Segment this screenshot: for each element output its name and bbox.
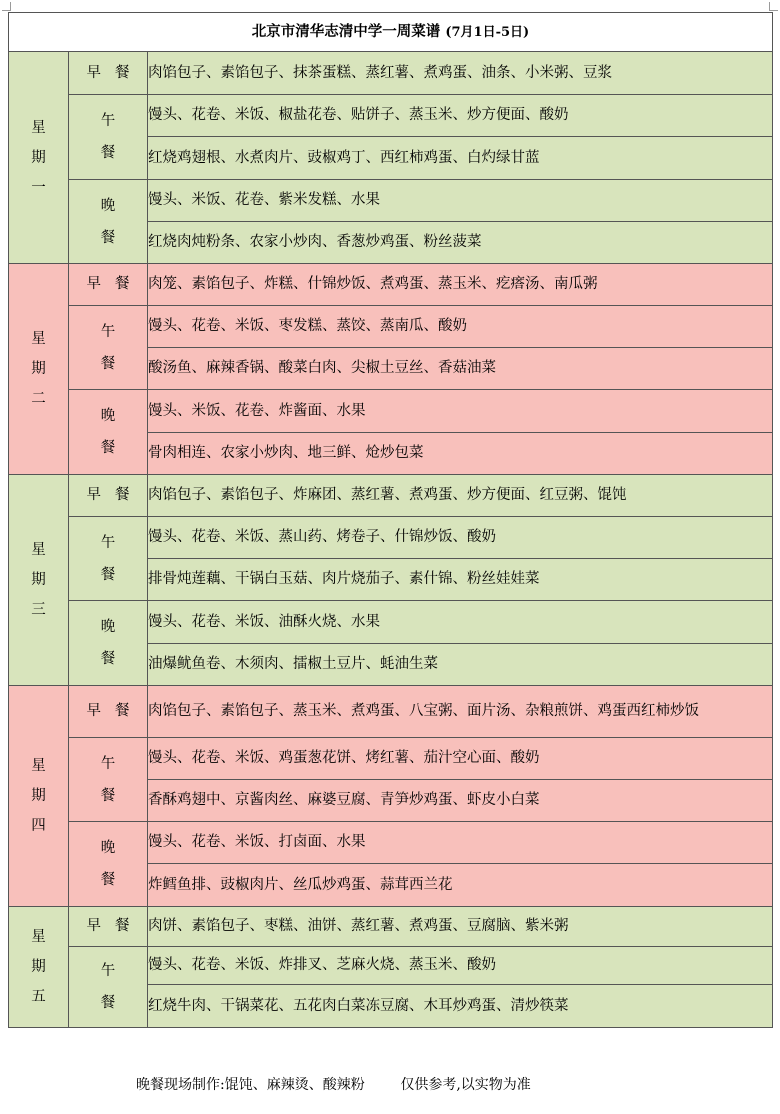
dinner-onsite-note: 晚餐现场制作:馄饨、麻辣烫、酸辣粉 (136, 1077, 365, 1093)
page-corner-mark (769, 2, 778, 11)
menu-footer (136, 1074, 531, 1094)
meal-label-breakfast: 早餐 (69, 907, 148, 947)
meal-label-dinner: 晚 餐 (69, 601, 148, 686)
weekly-menu-table (8, 12, 773, 1028)
dish-line: 馒头、米饭、花卷、紫米发糕、水果 (148, 180, 773, 222)
meal-label-dinner: 晚 餐 (69, 822, 148, 907)
meal-label-lunch: 午 餐 (69, 947, 148, 1028)
meal-label-breakfast: 早餐 (69, 264, 148, 306)
dish-line: 馒头、花卷、米饭、油酥火烧、水果 (148, 601, 773, 644)
dish-line: 香酥鸡翅中、京酱肉丝、麻婆豆腐、青笋炒鸡蛋、虾皮小白菜 (148, 780, 773, 822)
dish-line: 炸鳕鱼排、豉椒肉片、丝瓜炒鸡蛋、蒜茸西兰花 (148, 864, 773, 907)
meal-label-lunch: 午 餐 (69, 306, 148, 390)
page-corner-mark (2, 2, 11, 11)
day-label-wednesday: 星 期 三 (9, 475, 69, 686)
dish-line: 酸汤鱼、麻辣香锅、酸菜白肉、尖椒土豆丝、香菇油菜 (148, 348, 773, 390)
dish-line: 肉馅包子、素馅包子、炸麻团、蒸红薯、煮鸡蛋、炒方便面、红豆粥、馄饨 (148, 475, 773, 517)
dish-line: 骨肉相连、农家小炒肉、地三鲜、炝炒包菜 (148, 433, 773, 475)
meal-label-breakfast: 早餐 (69, 475, 148, 517)
meal-label-lunch: 午 餐 (69, 95, 148, 180)
meal-label-breakfast: 早餐 (69, 686, 148, 738)
dish-line: 排骨炖莲藕、干锅白玉菇、肉片烧茄子、素什锦、粉丝娃娃菜 (148, 559, 773, 601)
dish-line: 肉饼、素馅包子、枣糕、油饼、蒸红薯、煮鸡蛋、豆腐脑、紫米粥 (148, 907, 773, 947)
meal-label-lunch: 午 餐 (69, 738, 148, 822)
day-label-tuesday: 星 期 二 (9, 264, 69, 475)
dish-line: 红烧牛肉、干锅菜花、五花肉白菜冻豆腐、木耳炒鸡蛋、清炒筷菜 (148, 985, 773, 1028)
dish-line: 馒头、花卷、米饭、鸡蛋葱花饼、烤红薯、茄汁空心面、酸奶 (148, 738, 773, 780)
dish-line: 馒头、花卷、米饭、椒盐花卷、贴饼子、蒸玉米、炒方便面、酸奶 (148, 95, 773, 137)
dish-line: 馒头、花卷、米饭、炸排叉、芝麻火烧、蒸玉米、酸奶 (148, 947, 773, 985)
menu-title: 北京市清华志清中学一周菜谱 (251, 23, 441, 40)
dish-line: 馒头、米饭、花卷、炸酱面、水果 (148, 390, 773, 433)
meal-label-breakfast: 早餐 (69, 52, 148, 95)
dish-line: 馒头、花卷、米饭、打卤面、水果 (148, 822, 773, 864)
day-label-monday: 星 期 一 (9, 52, 69, 264)
menu-date-range: (7月1日-5日) (445, 25, 530, 40)
menu-title-cell (9, 13, 773, 52)
dish-line: 红烧鸡翅根、水煮肉片、豉椒鸡丁、西红柿鸡蛋、白灼绿甘蓝 (148, 137, 773, 180)
dish-line: 红烧肉炖粉条、农家小炒肉、香葱炒鸡蛋、粉丝菠菜 (148, 222, 773, 264)
dish-line: 肉馅包子、素馅包子、蒸玉米、煮鸡蛋、八宝粥、面片汤、杂粮煎饼、鸡蛋西红柿炒饭 (148, 686, 773, 738)
dish-line: 肉笼、素馅包子、炸糕、什锦炒饭、煮鸡蛋、蒸玉米、疙瘩汤、南瓜粥 (148, 264, 773, 306)
meal-label-dinner: 晚 餐 (69, 390, 148, 475)
dish-line: 肉馅包子、素馅包子、抹茶蛋糕、蒸红薯、煮鸡蛋、油条、小米粥、豆浆 (148, 52, 773, 95)
meal-label-lunch: 午 餐 (69, 517, 148, 601)
dish-line: 油爆鱿鱼卷、木须肉、擂椒土豆片、蚝油生菜 (148, 644, 773, 686)
dish-line: 馒头、花卷、米饭、枣发糕、蒸饺、蒸南瓜、酸奶 (148, 306, 773, 348)
meal-label-dinner: 晚 餐 (69, 180, 148, 264)
day-label-friday: 星 期 五 (9, 907, 69, 1028)
day-label-thursday: 星 期 四 (9, 686, 69, 907)
dish-line: 馒头、花卷、米饭、蒸山药、烤卷子、什锦炒饭、酸奶 (148, 517, 773, 559)
reference-disclaimer: 仅供参考,以实物为准 (400, 1077, 531, 1093)
